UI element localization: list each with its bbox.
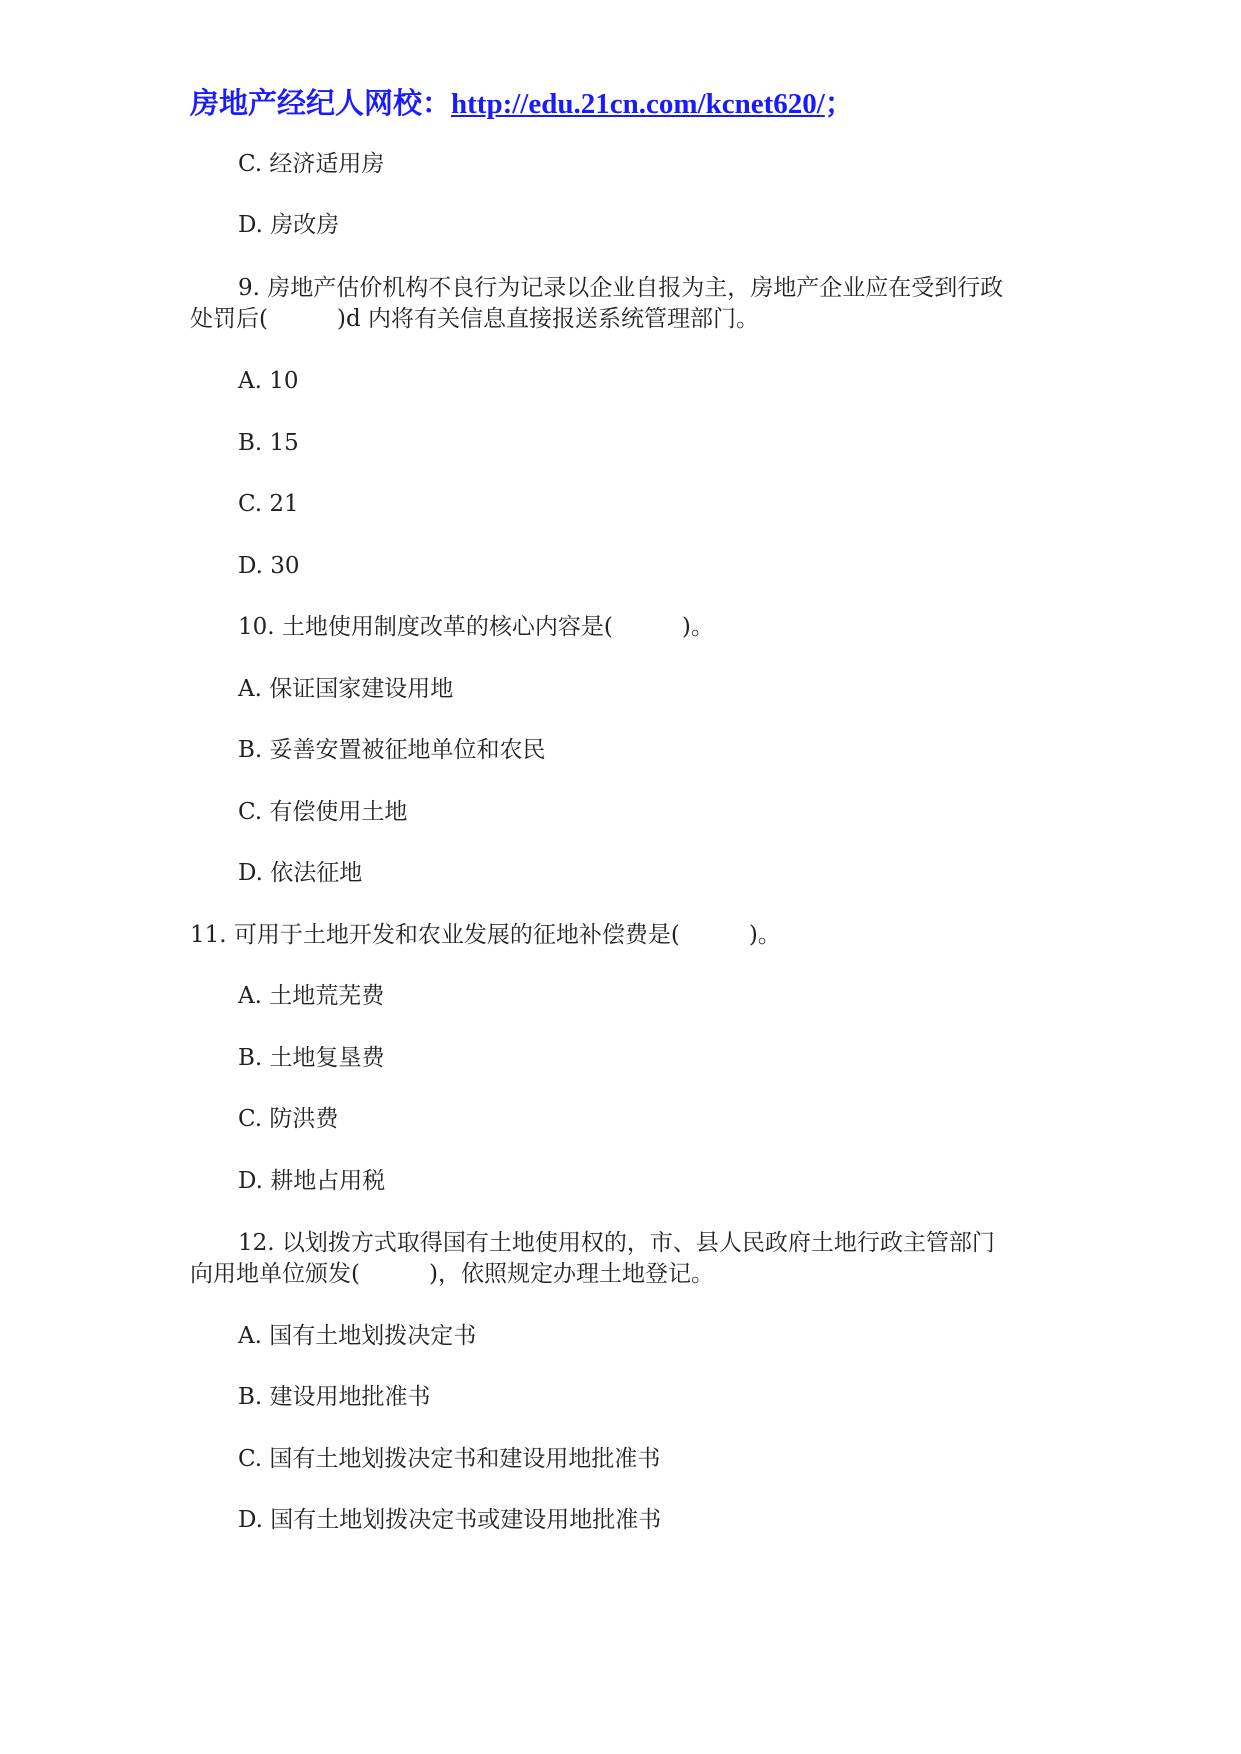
q11-option-a: A. 土地荒芜费: [238, 983, 385, 1009]
q12-text-line2: 向用地单位颁发( )，依照规定办理土地登记。: [190, 1261, 714, 1287]
q9-text-line2: 处罚后( )d 内将有关信息直接报送系统管理部门。: [190, 306, 759, 332]
q10-option-b: B. 妥善安置被征地单位和农民: [238, 737, 546, 763]
q11-text: 11. 可用于土地开发和农业发展的征地补偿费是( )。: [190, 922, 781, 948]
q10-option-a: A. 保证国家建设用地: [238, 676, 454, 702]
header-suffix: ；: [824, 88, 854, 120]
q12-text-line1: 12. 以划拨方式取得国有土地使用权的，市、县人民政府土地行政主管部门: [238, 1230, 995, 1256]
q10-text: 10. 土地使用制度改革的核心内容是( )。: [238, 614, 714, 640]
q12-option-b: B. 建设用地批准书: [238, 1384, 431, 1410]
q10-option-d: D. 依法征地: [238, 860, 363, 886]
q12-option-c: C. 国有土地划拨决定书和建设用地批准书: [238, 1446, 661, 1472]
page-header: [190, 90, 854, 119]
q9-text-line1: 9. 房地产估价机构不良行为记录以企业自报为主，房地产企业应在受到行政: [238, 275, 1004, 301]
q12-option-a: A. 国有土地划拨决定书: [238, 1323, 477, 1349]
q12-option-d: D. 国有土地划拨决定书或建设用地批准书: [238, 1507, 662, 1533]
q9-option-b: B. 15: [238, 430, 299, 456]
header-link[interactable]: http://edu.21cn.com/kcnet620/: [451, 88, 825, 120]
header-label: 房地产经纪人网校：: [190, 88, 452, 120]
q11-option-d: D. 耕地占用税: [238, 1168, 386, 1194]
q11-option-b: B. 土地复垦费: [238, 1045, 385, 1071]
q11-option-c: C. 防洪费: [238, 1106, 339, 1132]
q9-option-d: D. 30: [238, 553, 300, 579]
q9-option-a: A. 10: [238, 368, 299, 394]
q9-option-c: C. 21: [238, 491, 299, 517]
q10-option-c: C. 有偿使用土地: [238, 799, 408, 825]
q8-option-c: C. 经济适用房: [238, 151, 385, 177]
q8-option-d: D. 房改房: [238, 212, 340, 238]
